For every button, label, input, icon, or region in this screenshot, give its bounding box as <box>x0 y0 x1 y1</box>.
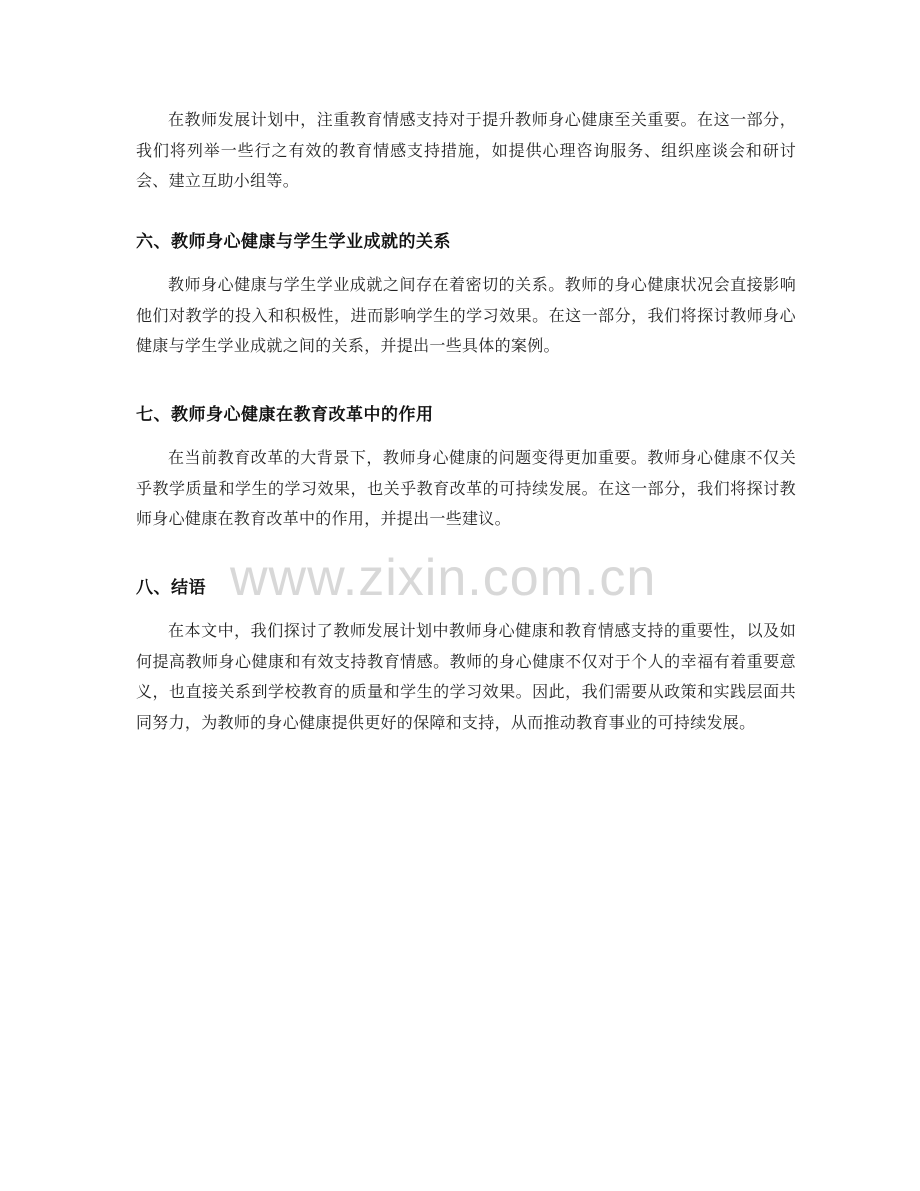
section-paragraph-8: 在本文中，我们探讨了教师发展计划中教师身心健康和教育情感支持的重要性，以及如何提高教师身心健康和有效支持教育情感。教师的身心健康不仅对于个人的幸福有着重要意义，也直接关系到学校教育的质量和学生的学习效果。因此，我们需要从政策和实践层面共同努力，为教师的身心健康提供更好的保障和支持，从而推动教育事业的可持续发展。 <box>136 621 796 732</box>
section-heading-7: 七、教师身心健康在教育改革中的作用 <box>136 405 434 425</box>
section-heading-6: 六、教师身心健康与学生学业成就的关系 <box>136 232 451 252</box>
watermark: www.zixin.com.cn <box>230 549 657 607</box>
section-paragraph-7: 在当前教育改革的大背景下，教师身心健康的问题变得更加重要。教师身心健康不仅关乎教学质量和学生的学习效果，也关乎教育改革的可持续发展。在这一部分，我们将探讨教师身心健康在教育改革中的作用，并提出一些建议。 <box>136 448 796 528</box>
section-heading-8: 八、结语 <box>136 578 206 598</box>
section-paragraph-6: 教师身心健康与学生学业成就之间存在着密切的关系。教师的身心健康状况会直接影响他们对教学的投入和积极性，进而影响学生的学习效果。在这一部分，我们将探讨教师身心健康与学生学业成就之间的关系，并提出一些具体的案例。 <box>136 275 796 355</box>
intro-paragraph: 在教师发展计划中，注重教育情感支持对于提升教师身心健康至关重要。在这一部分，我们将列举一些行之有效的教育情感支持措施，如提供心理咨询服务、组织座谈会和研讨会、建立互助小组等。 <box>136 110 796 190</box>
